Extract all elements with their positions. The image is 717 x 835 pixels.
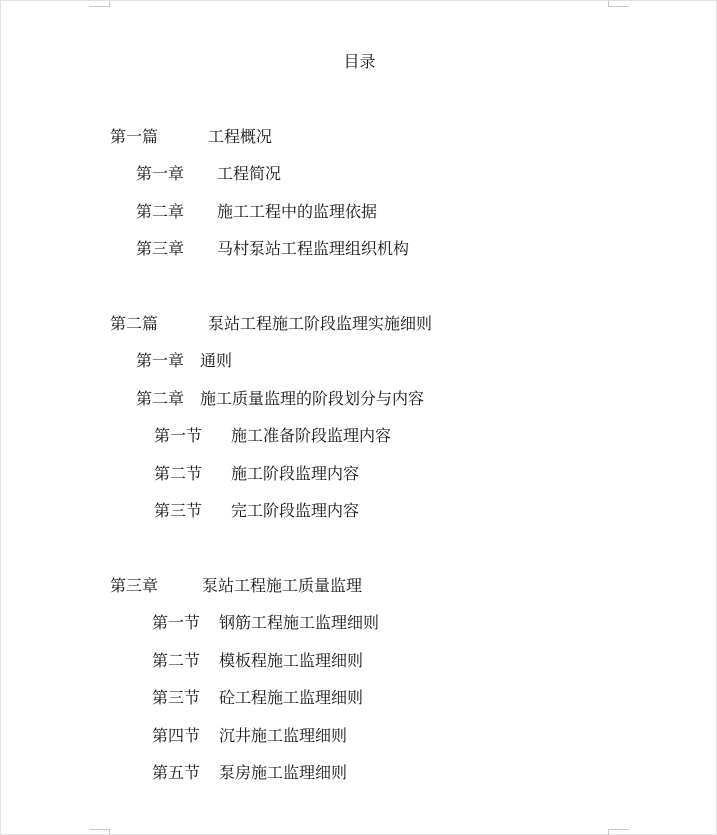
toc-chapter-label: 第一章	[136, 164, 185, 183]
toc-chapter-label: 第二章	[136, 389, 185, 408]
toc-section-label: 第二节	[154, 464, 203, 483]
toc-section	[154, 500, 359, 522]
toc-section-label: 第五节	[152, 763, 201, 782]
crop-mark-top-left	[89, 6, 109, 7]
crop-mark-top-right-v	[608, 1, 609, 7]
toc-chapter-text: 施工质量监理的阶段划分与内容	[200, 389, 425, 408]
toc-chapter	[136, 238, 409, 260]
crop-mark-top-left-v	[109, 1, 110, 7]
toc-part-2	[110, 313, 432, 335]
toc-section	[152, 650, 363, 672]
crop-mark-top-right	[609, 6, 629, 7]
toc-chapter	[136, 201, 377, 223]
toc-section-text: 模板程施工监理细则	[219, 651, 364, 670]
crop-mark-bottom-right	[609, 829, 629, 830]
toc-section-text: 沉井施工监理细则	[219, 726, 348, 745]
toc-chapter-label: 第二章	[136, 202, 185, 221]
toc-section-text: 砼工程施工监理细则	[219, 688, 364, 707]
toc-section	[152, 762, 347, 784]
toc-section-label: 第三节	[154, 501, 203, 520]
toc-chapter-text: 通则	[200, 351, 233, 370]
toc-section	[152, 687, 363, 709]
toc-chapter-text: 施工工程中的监理依据	[217, 202, 378, 221]
toc-section-text: 施工准备阶段监理内容	[231, 426, 392, 445]
toc-section-label: 第四节	[152, 726, 201, 745]
toc-chapter-label: 第一章	[136, 351, 185, 370]
crop-mark-bottom-left	[89, 829, 109, 830]
toc-section	[154, 463, 359, 485]
toc-section	[152, 725, 347, 747]
toc-section	[154, 425, 391, 447]
toc-section-label: 第二节	[152, 651, 201, 670]
toc-part-text: 工程概况	[208, 127, 273, 146]
toc-part-label: 第一篇	[110, 127, 159, 146]
toc-section-text: 施工阶段监理内容	[231, 464, 360, 483]
toc-chapter-text: 马村泵站工程监理组织机构	[217, 239, 410, 258]
toc-section-label: 第一节	[152, 613, 201, 632]
toc-chapter-label: 第三章	[136, 239, 185, 258]
toc-part-1	[110, 126, 272, 148]
crop-mark-bottom-left-v	[109, 829, 110, 835]
toc-chapter	[136, 163, 281, 185]
toc-section-label: 第三节	[152, 688, 201, 707]
toc-chapter-text: 泵站工程施工质量监理	[202, 576, 363, 595]
toc-title: 目录	[343, 52, 376, 71]
toc-section	[152, 612, 379, 634]
toc-chapter-label: 第三章	[110, 576, 159, 595]
toc-section-text: 钢筋工程施工监理细则	[219, 613, 380, 632]
crop-mark-bottom-right-v	[608, 829, 609, 835]
toc-part-text: 泵站工程施工阶段监理实施细则	[208, 314, 433, 333]
toc-chapter	[136, 350, 232, 372]
toc-section-label: 第一节	[154, 426, 203, 445]
toc-part-label: 第二篇	[110, 314, 159, 333]
toc-chapter-3	[110, 575, 362, 597]
toc-chapter-text: 工程简况	[217, 164, 282, 183]
toc-chapter	[136, 388, 424, 410]
toc-section-text: 泵房施工监理细则	[219, 763, 348, 782]
toc-section-text: 完工阶段监理内容	[231, 501, 360, 520]
